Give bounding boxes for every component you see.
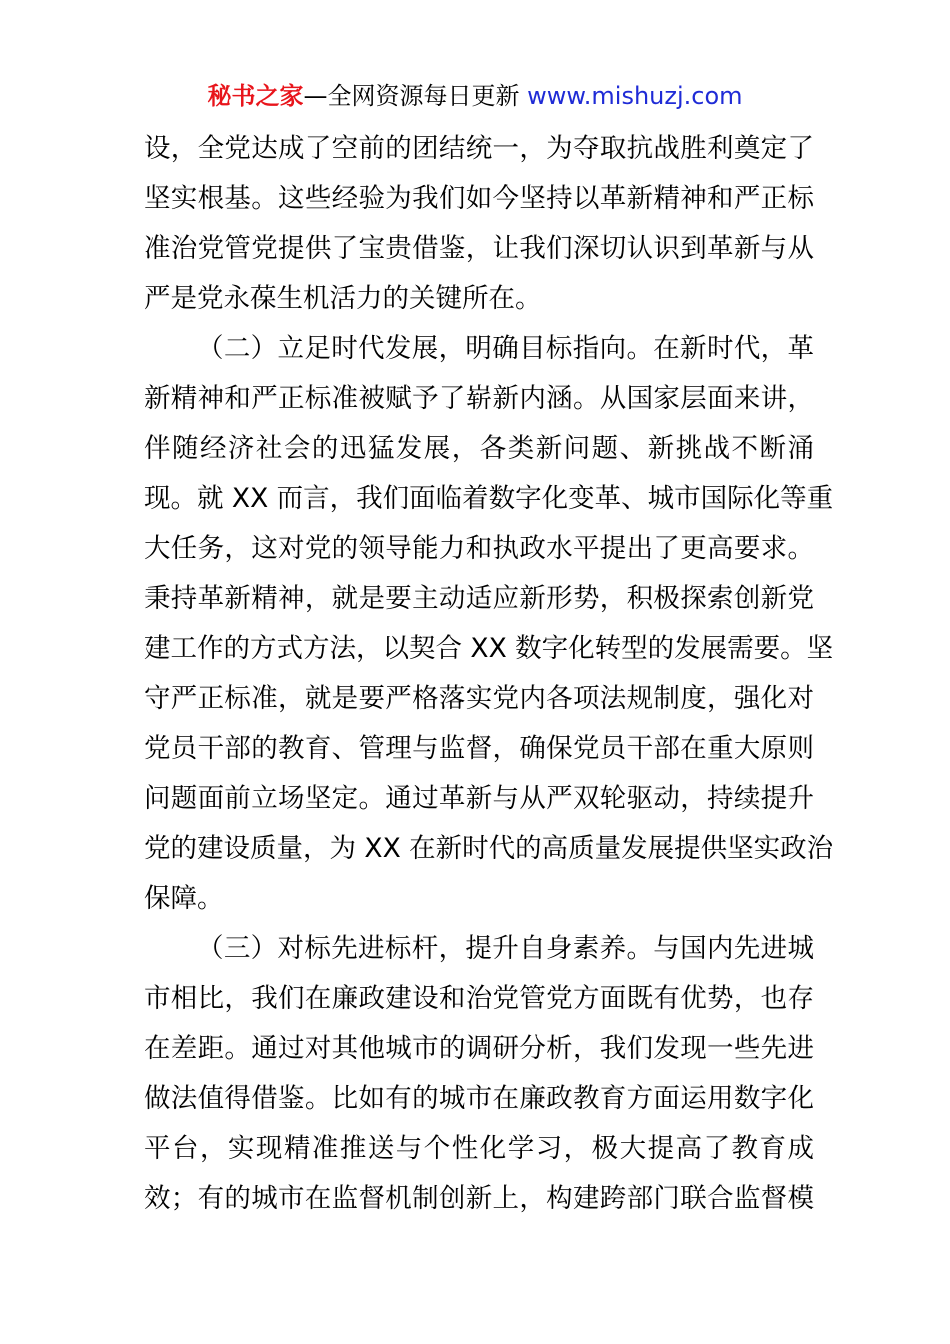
text-line: 大任务，这对党的领导能力和执政水平提出了更高要求。 [144,533,814,564]
text-line: 建工作的方式方法，以契合 XX 数字化转型的发展需要。坚 [144,633,834,664]
paragraph-3 [144,924,814,1224]
text-line: 保障。 [144,883,224,914]
text-line: （二）立足时代发展，明确目标指向。在新时代，革 [197,333,814,364]
text-line: 守严正标准，就是要严格落实党内各项法规制度，强化对 [144,683,814,714]
text-line: 新精神和严正标准被赋予了崭新内涵。从国家层面来讲， [144,383,814,414]
text-line: 设，全党达成了空前的团结统一，为夺取抗战胜利奠定了 [144,133,814,164]
text-line: 坚实根基。这些经验为我们如今坚持以革新精神和严正标 [144,183,814,214]
document-body [144,124,834,1224]
text-line: 在差距。通过对其他城市的调研分析，我们发现一些先进 [144,1033,814,1064]
page-header [0,78,950,114]
text-line: （三）对标先进标杆，提升自身素养。与国内先进城 [197,933,814,964]
text-line: 党员干部的教育、管理与监督，确保党员干部在重大原则 [144,733,814,764]
text-line: 准治党管党提供了宝贵借鉴，让我们深切认识到革新与从 [144,233,814,264]
brand-name: 秘书之家 [207,82,304,110]
text-line: 现。就 XX 而言，我们面临着数字化变革、城市国际化等重 [144,483,834,514]
text-line: 严是党永葆生机活力的关键所在。 [144,283,542,314]
paragraph-1 [144,124,814,324]
text-line: 问题面前立场坚定。通过革新与从严双轮驱动，持续提升 [144,783,814,814]
text-line: 党的建设质量，为 XX 在新时代的高质量发展提供坚实政治 [144,833,834,864]
website-link[interactable]: www.mishuzj.com [527,82,743,110]
text-line: 伴随经济社会的迅猛发展，各类新问题、新挑战不断涌 [144,433,814,464]
header-tagline: —全网资源每日更新 [303,82,528,110]
text-line: 做法值得借鉴。比如有的城市在廉政教育方面运用数字化 [144,1083,814,1114]
text-line: 平台，实现精准推送与个性化学习，极大提高了教育成 [144,1133,814,1164]
text-line: 秉持革新精神，就是要主动适应新形势，积极探索创新党 [144,583,814,614]
text-line: 效；有的城市在监督机制创新上，构建跨部门联合监督模 [144,1183,814,1214]
text-line: 市相比，我们在廉政建设和治党管党方面既有优势，也存 [144,983,814,1014]
paragraph-2 [144,324,834,924]
